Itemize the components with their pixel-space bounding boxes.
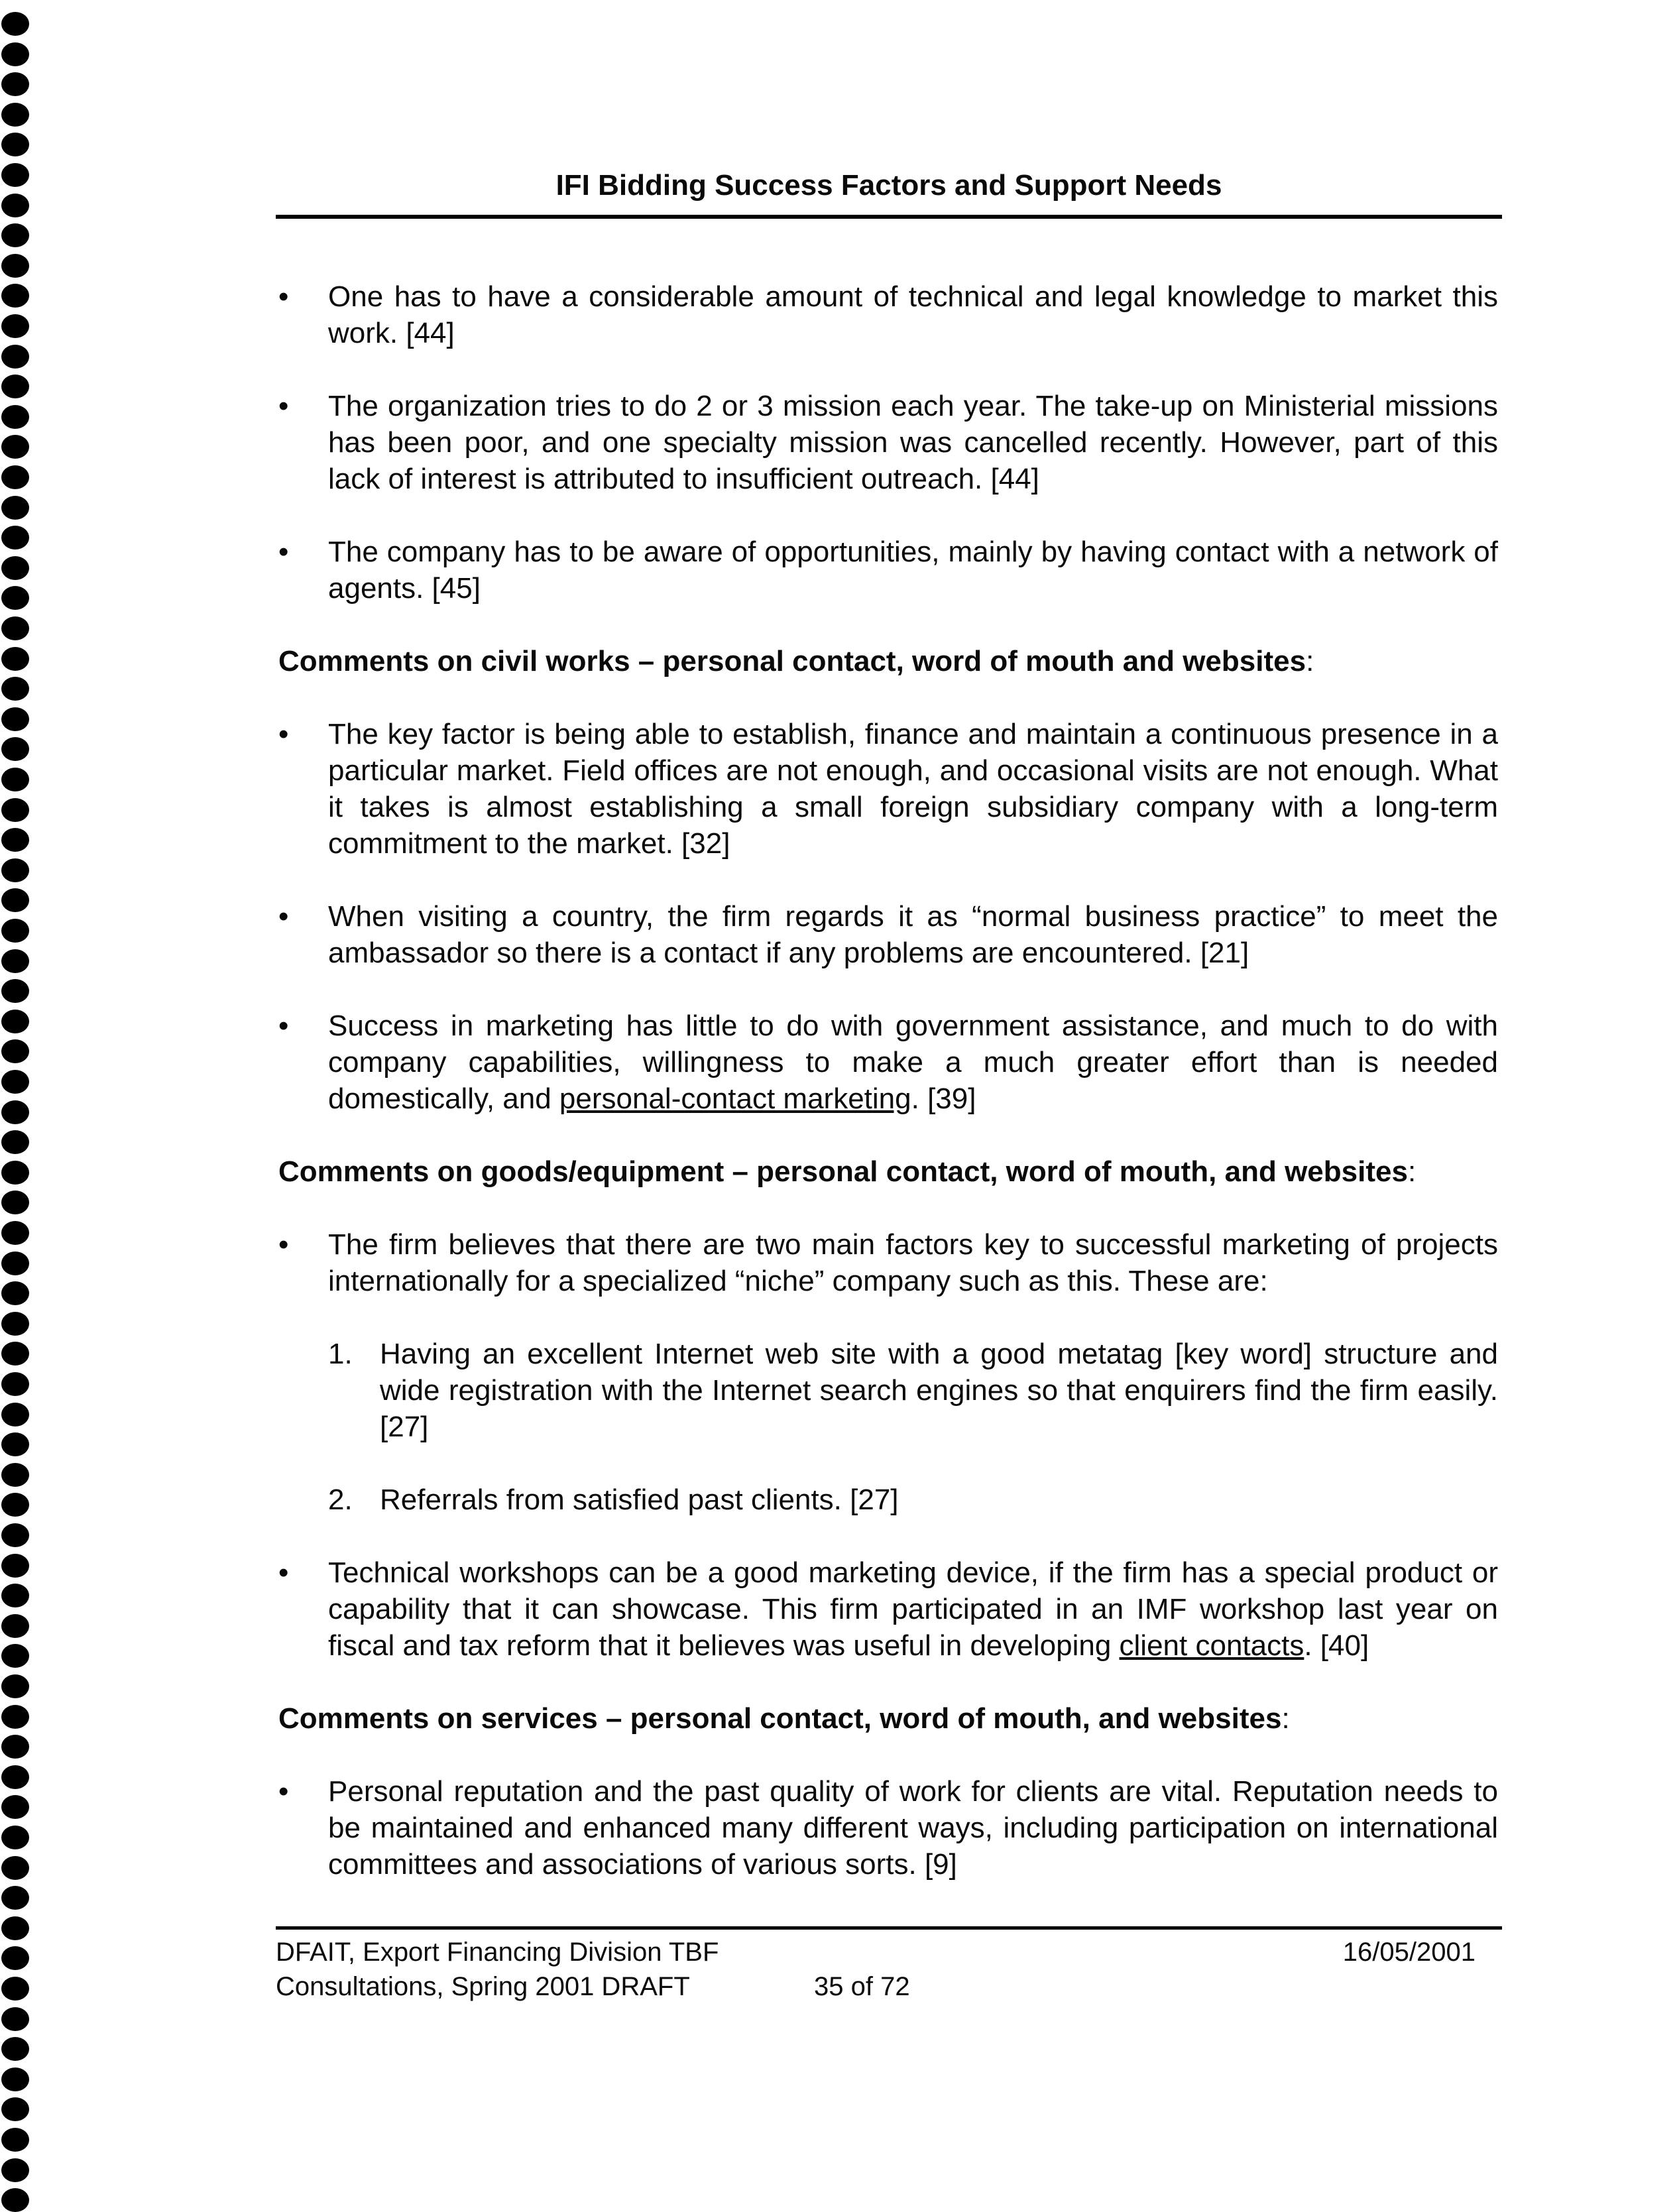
punch-hole xyxy=(1,284,29,308)
bullet-dot: • xyxy=(278,900,289,933)
punch-hole xyxy=(1,1372,29,1396)
bullet-text: The key factor is being able to establish, finance and maintain a continuous presence in a particular market. Field offices are not enough, and occasional visits are not enough. What it takes is almost establishing a small foreign subsidiary company with a long-term commitment to the market. [32] xyxy=(328,718,1498,860)
punch-hole xyxy=(1,798,29,822)
punch-hole xyxy=(1,1432,29,1456)
punch-hole xyxy=(1,405,29,429)
punch-hole xyxy=(1,1765,29,1789)
punch-hole xyxy=(1,1644,29,1668)
heading-text: Comments on goods/equipment – personal contact, word of mouth, and websites xyxy=(278,1155,1408,1188)
punch-hole xyxy=(1,2158,29,2182)
punch-hole xyxy=(1,345,29,369)
punch-hole xyxy=(1,2037,29,2061)
punch-hole xyxy=(1,707,29,731)
punch-hole xyxy=(1,12,29,36)
page-number: 35 of 72 xyxy=(814,1972,910,2001)
punch-hole xyxy=(1,1010,29,1033)
bullet-text: One has to have a considerable amount of technical and legal knowledge to market this work. [44] xyxy=(328,280,1498,349)
punch-hole xyxy=(1,1554,29,1578)
section-heading-civil-works xyxy=(278,643,1498,679)
punch-hole xyxy=(1,1916,29,1940)
text-run: Success in marketing has little to do with government assistance, and much to do with company capabilities, willingness to make a much greater effort than is needed domestically, and xyxy=(328,1010,1498,1115)
punch-hole xyxy=(1,1856,29,1880)
punch-hole xyxy=(1,194,29,217)
bullet-item xyxy=(278,388,1498,497)
punch-hole xyxy=(1,919,29,943)
bullet-item xyxy=(278,716,1498,862)
punch-hole xyxy=(1,2128,29,2152)
bullet-text xyxy=(328,1556,1498,1662)
section-heading-services xyxy=(278,1700,1498,1737)
header-title: IFI Bidding Success Factors and Support Needs xyxy=(555,169,1222,202)
bullet-dot: • xyxy=(278,1775,289,1808)
punch-hole xyxy=(1,1252,29,1275)
punch-hole xyxy=(1,1100,29,1124)
bullet-item xyxy=(278,278,1498,351)
heading-colon: : xyxy=(1306,645,1314,677)
punch-hole xyxy=(1,586,29,610)
text-run: Technical workshops can be a good marketing device, if the firm has a special product or capability that it can showcase. This firm participated in an IMF workshop last year on fiscal and tax reform that it believes was useful in developing xyxy=(328,1556,1498,1662)
text-run: . [40] xyxy=(1304,1629,1369,1662)
bullet-text: When visiting a country, the firm regards it as “normal business practice” to meet the ambassador so there is a contact if any problems are encountered. [21] xyxy=(328,900,1498,969)
punch-hole xyxy=(1,1614,29,1638)
footer-source xyxy=(276,1935,719,2004)
bullet-dot: • xyxy=(278,390,289,422)
footer-line-2: Consultations, Spring 2001 DRAFT xyxy=(276,1972,690,2001)
punch-hole xyxy=(1,949,29,973)
bullet-dot: • xyxy=(278,1010,289,1042)
text-run: . [39] xyxy=(911,1082,976,1115)
item-number: 1. xyxy=(328,1338,353,1370)
punch-hole xyxy=(1,496,29,520)
numbered-text: Referrals from satisfied past clients. [27] xyxy=(380,1484,899,1516)
punch-hole xyxy=(1,42,29,66)
punch-hole xyxy=(1,163,29,187)
bullet-dot: • xyxy=(278,536,289,568)
punch-hole xyxy=(1,1130,29,1154)
page-footer xyxy=(276,1926,1502,2001)
numbered-item xyxy=(278,1482,1498,1518)
punch-hole xyxy=(1,133,29,156)
punch-hole xyxy=(1,1705,29,1729)
item-number: 2. xyxy=(328,1484,353,1516)
punch-hole xyxy=(1,2188,29,2212)
punch-hole xyxy=(1,1735,29,1759)
punch-hole xyxy=(1,1463,29,1487)
bullet-text: Personal reputation and the past quality of work for clients are vital. Reputation needs to be maintained and enhanced many different ways, including participation on international committees and associations of various sorts. [9] xyxy=(328,1775,1498,1881)
bullet-item xyxy=(278,1226,1498,1299)
punch-hole xyxy=(1,1946,29,1970)
bullet-item xyxy=(278,1773,1498,1883)
bullet-text: The organization tries to do 2 or 3 mission each year. The take-up on Ministerial missions has been poor, and one specialty mission was cancelled recently. However, part of this lack of interest is attributed to insufficient outreach. [44] xyxy=(328,390,1498,495)
binder-punch-holes xyxy=(0,0,40,2196)
punch-hole xyxy=(1,858,29,882)
punch-hole xyxy=(1,737,29,761)
punch-hole xyxy=(1,1161,29,1185)
bullet-dot: • xyxy=(278,1556,289,1589)
punch-hole xyxy=(1,828,29,852)
punch-hole xyxy=(1,1342,29,1366)
bullet-text: The company has to be aware of opportunities, mainly by having contact with a network of agents. [45] xyxy=(328,536,1498,605)
punch-hole xyxy=(1,1977,29,2001)
bullet-item xyxy=(278,1008,1498,1117)
heading-text: Comments on civil works – personal contact, word of mouth and websites xyxy=(278,645,1306,677)
punch-hole xyxy=(1,1039,29,1063)
heading-text: Comments on services – personal contact, word of mouth, and websites xyxy=(278,1702,1282,1735)
punch-hole xyxy=(1,1403,29,1426)
bullet-dot: • xyxy=(278,718,289,750)
punch-hole xyxy=(1,1221,29,1245)
punch-hole xyxy=(1,768,29,791)
punch-hole xyxy=(1,2067,29,2091)
punch-hole xyxy=(1,465,29,489)
punch-hole xyxy=(1,1674,29,1698)
page-body xyxy=(278,278,1498,1919)
punch-hole xyxy=(1,375,29,398)
section-heading-goods-equipment xyxy=(278,1153,1498,1190)
heading-colon: : xyxy=(1281,1702,1290,1735)
punch-hole xyxy=(1,1070,29,1094)
underlined-phrase: personal-contact marketing xyxy=(559,1082,911,1115)
punch-hole xyxy=(1,1795,29,1819)
bullet-text xyxy=(328,1010,1498,1115)
underlined-phrase: client contacts xyxy=(1119,1629,1304,1662)
punch-hole xyxy=(1,1493,29,1517)
punch-hole xyxy=(1,223,29,247)
heading-colon: : xyxy=(1407,1155,1417,1188)
punch-hole xyxy=(1,1886,29,1910)
punch-hole xyxy=(1,888,29,912)
bullet-dot: • xyxy=(278,280,289,313)
punch-hole xyxy=(1,1312,29,1336)
punch-hole xyxy=(1,1191,29,1214)
punch-hole xyxy=(1,314,29,338)
punch-hole xyxy=(1,556,29,580)
bullet-dot: • xyxy=(278,1228,289,1261)
punch-hole xyxy=(1,647,29,671)
numbered-item xyxy=(278,1336,1498,1445)
punch-hole xyxy=(1,2097,29,2121)
punch-hole xyxy=(1,526,29,550)
page-header xyxy=(276,164,1502,219)
punch-hole xyxy=(1,103,29,127)
punch-hole xyxy=(1,1281,29,1305)
bullet-item xyxy=(278,534,1498,607)
footer-date: 16/05/2001 xyxy=(1342,1938,1476,1967)
punch-hole xyxy=(1,254,29,278)
punch-hole xyxy=(1,1523,29,1547)
footer-line-1: DFAIT, Export Financing Division TBF xyxy=(276,1938,719,1967)
punch-hole xyxy=(1,616,29,640)
punch-hole xyxy=(1,979,29,1003)
punch-hole xyxy=(1,435,29,459)
punch-hole xyxy=(1,1584,29,1607)
numbered-text: Having an excellent Internet web site with a good metatag [key word] structure and wide registration with the Internet search engines so that enquirers find the firm easily. [27] xyxy=(380,1338,1498,1443)
punch-hole xyxy=(1,2007,29,2031)
punch-hole xyxy=(1,677,29,701)
bullet-text: The firm believes that there are two main factors key to successful marketing of projects internationally for a specialized “niche” company such as this. These are: xyxy=(328,1228,1498,1297)
punch-hole xyxy=(1,72,29,96)
punch-hole xyxy=(1,1826,29,1849)
bullet-item xyxy=(278,1554,1498,1664)
bullet-item xyxy=(278,898,1498,971)
